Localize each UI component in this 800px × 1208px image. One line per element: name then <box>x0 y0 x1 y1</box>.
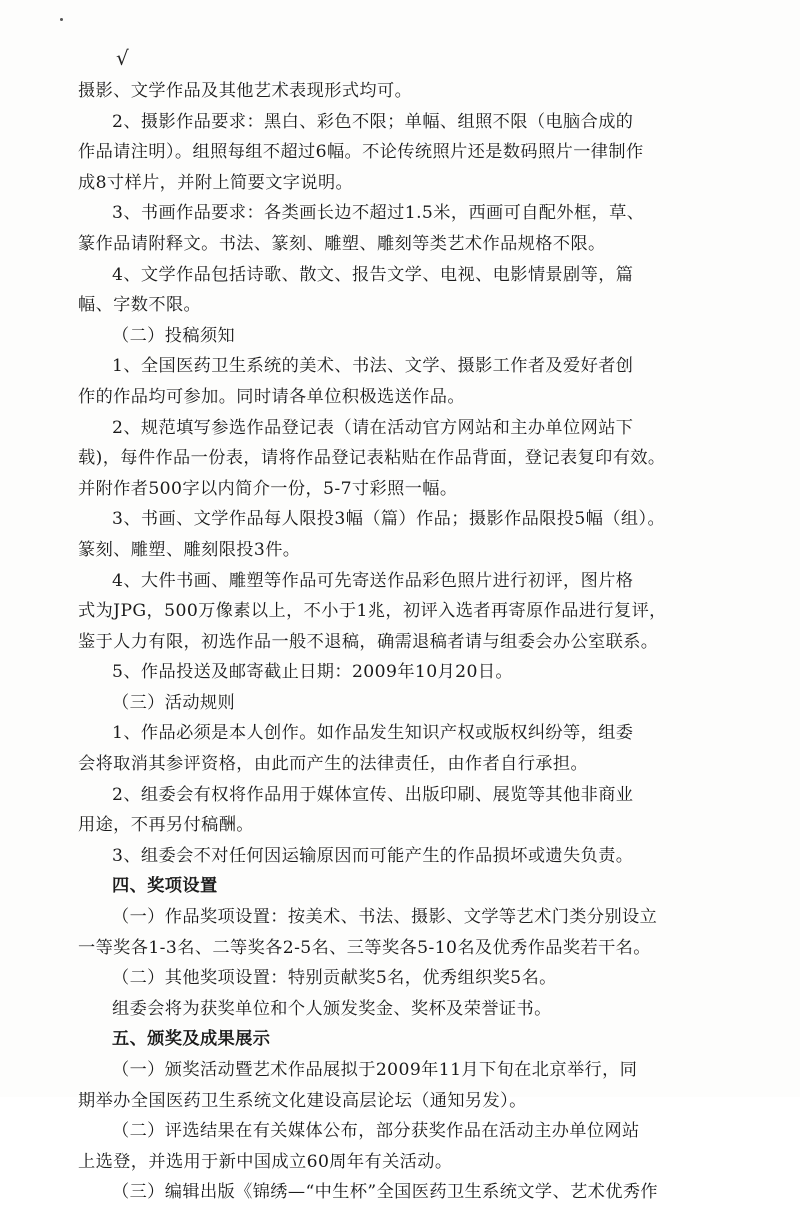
text-line: （三）活动规则 <box>112 692 236 713</box>
text-line: 会将取消其参评资格，由此而产生的法律责任，由作者自行承担。 <box>78 754 589 775</box>
text-line: （三）编辑出版《锦绣—“中生杯”全国医药卫生系统文学、艺术优秀作 <box>112 1182 659 1203</box>
text-line: （一）颁奖活动暨艺术作品展拟于2009年11月下旬在北京举行，同 <box>112 1060 638 1080</box>
text-line: 5、作品投送及邮寄截止日期：2009年10月20日。 <box>112 662 514 683</box>
text-line: 篆刻、雕塑、雕刻限投3件。 <box>78 539 301 560</box>
text-line: （一）作品奖项设置：按美术、书法、摄影、文学等艺术门类分别设立 <box>112 907 658 928</box>
text-line: 载)，每件作品一份表，请将作品登记表粘贴在作品背面，登记表复印有效。 <box>78 448 666 469</box>
text-line: 并附作者500字以内简介一份，5-7寸彩照一幅。 <box>78 478 458 499</box>
text-line: 上选登，并选用于新中国成立60周年有关活动。 <box>78 1151 453 1172</box>
text-line: 一等奖各1-3名、二等奖各2-5名、三等奖各5-10名及优秀作品奖若干名。 <box>78 937 651 958</box>
text-line: 用途，不再另付稿酬。 <box>78 815 254 836</box>
text-line: 幅、字数不限。 <box>78 295 202 316</box>
section-heading: 五、颁奖及成果展示 <box>112 1029 271 1050</box>
text-line: 1、作品必须是本人创作。如作品发生知识产权或版权纠纷等，组委 <box>112 723 634 744</box>
text-line: 篆作品请附释文。书法、篆刻、雕塑、雕刻等类艺术作品规格不限。 <box>78 233 606 254</box>
text-line: 作品请注明）。组照每组不超过6幅。不论传统照片还是数码照片一律制作 <box>78 142 644 163</box>
check-mark: √ <box>116 46 129 70</box>
text-line: （二）评选结果在有关媒体公布，部分获奖作品在活动主办单位网站 <box>112 1121 640 1142</box>
text-line: 4、大件书画、雕塑等作品可先寄送作品彩色照片进行初评，图片格 <box>112 570 634 591</box>
text-line: 鉴于人力有限，初选作品一般不退稿，确需退稿者请与组委会办公室联系。 <box>78 631 659 652</box>
text-line: 3、书画作品要求：各类画长边不超过1.5米，西画可自配外框，草、 <box>112 203 645 224</box>
text-line: 2、规范填写参选作品登记表（请在活动官方网站和主办单位网站下 <box>112 417 634 438</box>
text-line: 式为JPG，500万像素以上，不小于1兆，初评入选者再寄原作品进行复评， <box>78 601 667 622</box>
text-line: 期举办全国医药卫生系统文化建设高层论坛（通知另发）。 <box>78 1090 527 1111</box>
document-body <box>78 76 712 1208</box>
text-line: （二）其他奖项设置：特别贡献奖5名，优秀组织奖5名。 <box>112 968 557 989</box>
text-line: 3、组委会不对任何因运输原因而可能产生的作品损坏或遗失负责。 <box>112 845 634 866</box>
scan-speck <box>60 18 63 21</box>
text-line: 4、文学作品包括诗歌、散文、报告文学、电视、电影情景剧等，篇 <box>112 264 634 285</box>
text-line: （二）投稿须知 <box>112 325 236 346</box>
text-line: 成8寸样片，并附上简要文字说明。 <box>78 172 354 193</box>
text-line: 摄影、文学作品及其他艺术表现形式均可。 <box>78 81 413 101</box>
text-line: 2、摄影作品要求：黑白、彩色不限；单幅、组照不限（电脑合成的 <box>112 111 634 132</box>
text-line: 组委会将为获奖单位和个人颁发奖金、奖杯及荣誉证书。 <box>112 998 552 1019</box>
text-line: 3、书画、文学作品每人限投3幅（篇）作品；摄影作品限投5幅（组）。 <box>112 509 666 530</box>
text-line: 2、组委会有权将作品用于媒体宣传、出版印刷、展览等其他非商业 <box>112 784 634 805</box>
section-heading: 四、奖项设置 <box>112 876 218 897</box>
text-line: 作的作品均可参加。同时请各单位积极选送作品。 <box>78 386 465 407</box>
text-line: 1、全国医药卫生系统的美术、书法、文学、摄影工作者及爱好者创 <box>112 356 634 377</box>
